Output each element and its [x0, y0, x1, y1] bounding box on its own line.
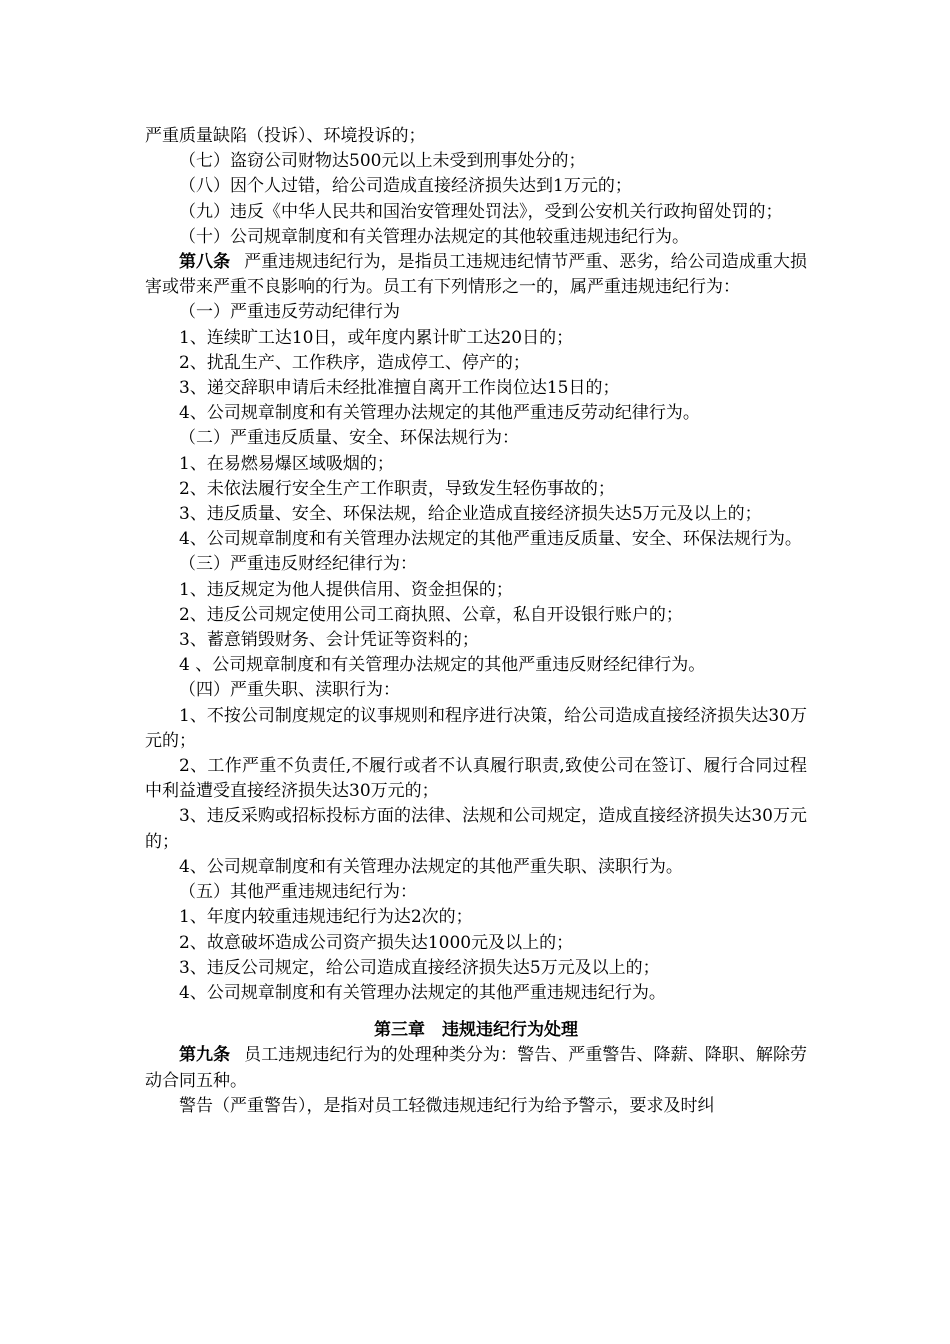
paragraph [145, 527, 807, 552]
paragraph-text: 严重违规违纪行为，是指员工违规违纪情节严重、恶劣，给公司造成重大损害或带来严重不良影响的行为。员工有下列情形之一的，属严重违规违纪行为： [145, 252, 807, 298]
paragraph-text: 4、公司规章制度和有关管理办法规定的其他严重违反质量、安全、环保法规行为。 [179, 529, 802, 550]
paragraph-text: 2、扰乱生产、工作秩序，造成停工、停产的； [179, 352, 530, 373]
article-label: 第九条 [179, 1045, 231, 1066]
paragraph-text: 3、蓄意销毁财务、会计凭证等资料的； [179, 630, 479, 651]
paragraph [145, 149, 807, 174]
paragraph [145, 578, 807, 603]
paragraph [145, 426, 807, 451]
paragraph-text: 1、不按公司制度规定的议事规则和程序进行决策，给公司造成直接经济损失达30万元的； [145, 705, 807, 751]
article-paragraph [145, 250, 807, 300]
paragraph-text: （十）公司规章制度和有关管理办法规定的其他较重违规违纪行为。 [179, 226, 689, 247]
paragraph-text: （九）违反《中华人民共和国治安管理处罚法》，受到公安机关行政拘留处罚的； [179, 201, 783, 222]
paragraph [145, 300, 807, 325]
paragraph [145, 956, 807, 981]
paragraph-text: 4、公司规章制度和有关管理办法规定的其他严重失职、渎职行为。 [179, 856, 683, 877]
paragraph [145, 351, 807, 376]
paragraph-text: 1、在易燃易爆区域吸烟的； [179, 453, 394, 474]
article-paragraph [145, 1043, 807, 1093]
paragraph-text: 4 、公司规章制度和有关管理办法规定的其他严重违反财经纪律行为。 [179, 655, 706, 676]
paragraph-text: 3、违反质量、安全、环保法规，给企业造成直接经济损失达5万元及以上的； [179, 504, 762, 525]
paragraph [145, 603, 807, 628]
paragraph [145, 200, 807, 225]
paragraph [145, 704, 807, 754]
paragraph [145, 628, 807, 653]
paragraph [145, 502, 807, 527]
article-label: 第八条 [179, 252, 231, 273]
paragraph [145, 880, 807, 905]
paragraph [145, 905, 807, 930]
paragraph-text: （三）严重违反财经纪律行为： [179, 554, 417, 575]
paragraph-text: 3、违反采购或招标投标方面的法律、法规和公司规定，造成直接经济损失达30万元的； [145, 806, 807, 852]
paragraph-text: 3、递交辞职申请后未经批准擅自离开工作岗位达15日的； [179, 378, 620, 399]
paragraph-text: （四）严重失职、渎职行为： [179, 680, 400, 701]
paragraph-text: 4、公司规章制度和有关管理办法规定的其他严重违反劳动纪律行为。 [179, 403, 700, 424]
paragraph [145, 401, 807, 426]
paragraph [145, 931, 807, 956]
paragraph [145, 225, 807, 250]
paragraph [145, 653, 807, 678]
paragraph [145, 376, 807, 401]
paragraph-text: （八）因个人过错，给公司造成直接经济损失达到1万元的； [179, 176, 632, 197]
paragraph-text: 警告（严重警告），是指对员工轻微违规违纪行为给予警示，要求及时纠 [179, 1095, 715, 1116]
paragraph-text: 1、违反规定为他人提供信用、资金担保的； [179, 579, 513, 600]
paragraph [145, 326, 807, 351]
paragraph [145, 477, 807, 502]
paragraph [145, 174, 807, 199]
paragraph-text: （七）盗窃公司财物达500元以上未受到刑事处分的； [179, 151, 586, 172]
chapter-title: 第三章 违规违纪行为处理 [374, 1020, 578, 1041]
paragraph [145, 1094, 807, 1119]
document-body [145, 124, 807, 1119]
paragraph [145, 552, 807, 577]
paragraph-text: 3、违反公司规定，给公司造成直接经济损失达5万元及以上的； [179, 957, 660, 978]
paragraph-text: （一）严重违反劳动纪律行为 [179, 302, 400, 323]
paragraph [145, 855, 807, 880]
paragraph [145, 804, 807, 854]
paragraph-text: 2、工作严重不负责任,不履行或者不认真履行职责,致使公司在签订、履行合同过程中利益遭受直接经济损失达30万元的； [145, 756, 807, 802]
paragraph [145, 452, 807, 477]
paragraph-text: 员工违规违纪行为的处理种类分为：警告、严重警告、降薪、降职、解除劳动合同五种。 [145, 1045, 807, 1091]
paragraph-text: 严重质量缺陷（投诉）、环境投诉的； [145, 126, 426, 146]
paragraph [145, 678, 807, 703]
paragraph-text: 2、故意破坏造成公司资产损失达1000元及以上的； [179, 932, 574, 953]
paragraph [145, 124, 807, 149]
paragraph-text: 1、年度内较重违规违纪行为达2次的； [179, 907, 473, 928]
paragraph-text: （五）其他严重违规违纪行为： [179, 882, 417, 903]
paragraph-text: 2、未依法履行安全生产工作职责，导致发生轻伤事故的； [179, 478, 615, 499]
paragraph [145, 981, 807, 1006]
paragraph-text: 4、公司规章制度和有关管理办法规定的其他严重违规违纪行为。 [179, 982, 666, 1003]
paragraph-text: （二）严重违反质量、安全、环保法规行为： [179, 428, 519, 449]
paragraph-text: 1、连续旷工达10日，或年度内累计旷工达20日的； [179, 327, 574, 348]
paragraph [145, 754, 807, 804]
paragraph-text: 2、违反公司规定使用公司工商执照、公章，私自开设银行账户的； [179, 604, 683, 625]
